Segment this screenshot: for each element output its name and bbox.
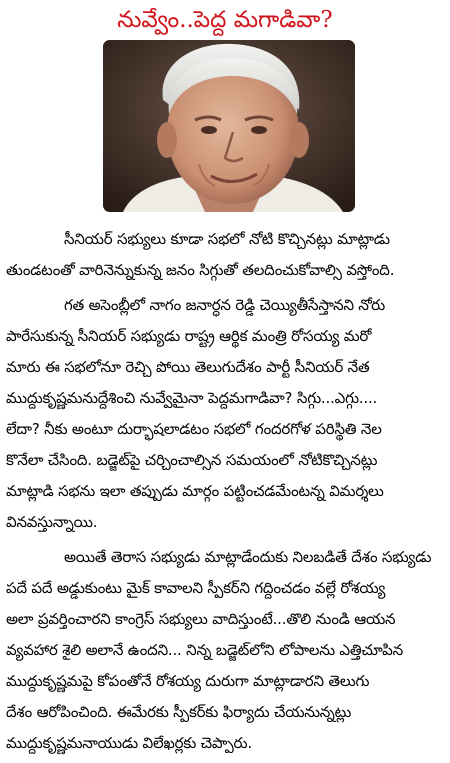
text-line: అలా ప్రవర్తించారని కాంగ్రెస్ సభ్యులు వాదిస్తుంటే...తొలి నుండి ఆయన	[6, 610, 396, 628]
text-line: అయితే తెరాస సభ్యుడు మాట్లాడేందుకు నిలబడితే దేశం సభ్యుడు	[64, 548, 432, 566]
text-line: గత అసెంబ్లీలో నాగం జనార్ధన రెడ్డి చెయ్యితీసేస్తానని నోరు	[64, 296, 385, 314]
paragraph-2	[6, 290, 444, 538]
text-line: ముద్దుకృష్ణమనాయుడు విలేఖర్లకు చెప్పారు.	[6, 734, 252, 752]
paragraph-3	[6, 542, 444, 759]
text-line: లేదా? నీకు అంటూ దుర్భాషలాడటం సభలో గందరగోళ పరిస్థితి నెల	[6, 420, 382, 438]
text-line: సీనియర్ సభ్యులు కూడా సభలో నోటి కొచ్చినట్లు మాట్లాడు	[64, 230, 390, 248]
paragraph-1	[6, 224, 444, 286]
text-line: ముద్దుకృష్ణమపై కోపంతోనే రోశయ్య దురుగా మాట్లాడారని తెలుగు	[6, 672, 370, 690]
article-headline: నువ్వేం..పెద్ద మగాడివా?	[117, 7, 333, 33]
portrait-photo	[103, 40, 355, 212]
text-line: మాట్లాడి సభను ఇలా తప్పుడు మార్గం పట్టించడమేంటన్న విమర్శలు	[6, 482, 384, 500]
text-line: దేశం ఆరోపించింది. ఈమేరకు స్పీకర్‌కు ఫిర్యాదు చేయనున్నట్లు	[6, 703, 352, 721]
text-line: మారు ఈ సభలోనూ రెచ్చి పోయి తెలుగుదేశం పార్టీ సీనియర్ నేత	[6, 358, 370, 376]
article-body	[6, 224, 444, 763]
text-line: ముద్దుకృష్ణమనుద్దేశించి నువ్వేమైనా పెద్దమగాడివా? సిగ్గు...ఎగ్గు....	[6, 389, 378, 407]
text-line: పారేసుకున్న సీనియర్ సభ్యుడు రాష్ట్ర ఆర్థిక మంత్రి రోసయ్య మరో	[6, 327, 372, 345]
text-line: తుండటంతో వారినెన్నుకున్న జనం సిగ్గుతో తలదించుకోవాల్సి వస్తోంది.	[6, 261, 395, 279]
text-line: వ్యవహార శైలి అలానే ఉందని... నిన్న బడ్జెట్‌లోని లోపాలను ఎత్తిచూపిన	[6, 641, 403, 659]
text-line: పదే పదే అడ్డుకుంటు మైక్ కావాలని స్పీకర్‌ని గద్దించడం వల్లే రోశయ్య	[6, 579, 386, 597]
text-line: కొనేలా చేసింది. బడ్జెట్‌పై చర్చించాల్సిన సమయంలో నోటికొచ్చినట్లు	[6, 451, 378, 469]
text-line: వినవస్తున్నాయి.	[6, 513, 98, 531]
portrait-illustration	[103, 40, 355, 212]
